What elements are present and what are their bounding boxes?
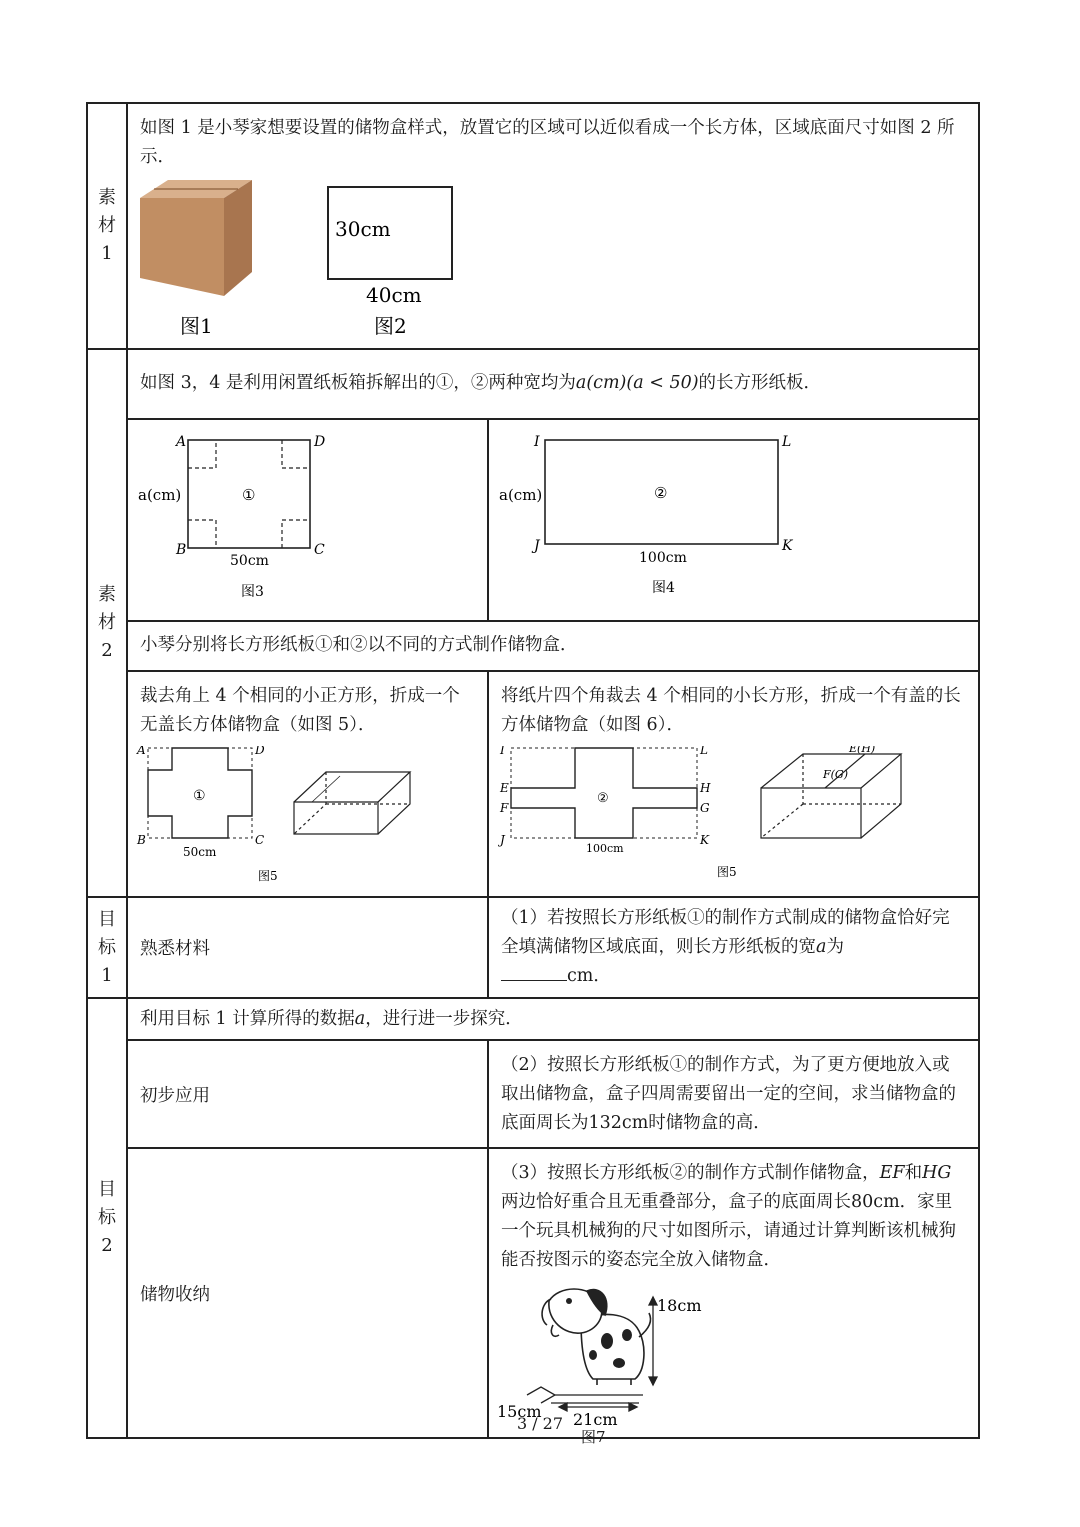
- goal-1-question-end: 为: [826, 937, 844, 957]
- fig5-label-C: C: [255, 833, 265, 847]
- fig6-label-J: J: [500, 833, 505, 847]
- goal-1-label: [87, 897, 127, 998]
- fig2-height: 30cm: [335, 217, 391, 241]
- goal-2-intro-row: [87, 998, 979, 1040]
- fig4-label-J: J: [534, 538, 540, 554]
- fig5-mark: ①: [193, 788, 206, 804]
- fig4-mark: ②: [654, 484, 668, 502]
- fig3: [128, 420, 486, 610]
- goal-2-label: [87, 998, 127, 1438]
- fig6-label-F: F: [500, 801, 509, 815]
- fig6-label-K: K: [700, 833, 709, 847]
- robot-dog-icon: [542, 1289, 650, 1385]
- fig6-caption: 图5: [717, 865, 737, 879]
- method2-text: 将纸片四个角裁去 4 个相同的小长方形，折成一个有盖的长方体储物盒（如图 6）．: [501, 686, 961, 735]
- page-number: 3 / 27: [516, 1414, 564, 1433]
- label-char: 材: [98, 612, 116, 633]
- fig4-caption: 图4: [652, 580, 675, 596]
- goal-1-row: [87, 897, 979, 998]
- goal-2-name1-cell: [127, 1040, 488, 1148]
- fig2-caption: 图2: [374, 314, 407, 338]
- material-2-intro-row: [87, 349, 979, 419]
- goal-1-name-cell: [127, 897, 488, 998]
- label-char: 材: [98, 215, 116, 236]
- goal-2-var: a: [354, 1008, 366, 1029]
- fig4-side: a(cm): [499, 486, 543, 504]
- label-char: 1: [101, 964, 113, 986]
- goal-2-name1: 初步应用: [140, 1085, 210, 1106]
- figures-1-2: [128, 178, 978, 348]
- fig6-label-G: G: [700, 801, 710, 815]
- label-char: 素: [98, 187, 116, 208]
- open-box-icon: [294, 772, 410, 834]
- method2-cell: [488, 671, 979, 897]
- goal-2-q3: （3）按照长方形纸板②的制作方式制作储物盒，: [501, 1163, 880, 1183]
- goal-2-q3-HG: HG: [922, 1163, 952, 1183]
- fig3-caption: 图3: [241, 584, 264, 600]
- goal-1-question-cell: [488, 897, 979, 998]
- goal-2-q3-row: [87, 1148, 979, 1438]
- fig6-label-L: L: [700, 746, 708, 757]
- fig6-label-I: I: [500, 746, 505, 757]
- goal-2-q3-end: 两边恰好重合且无重叠部分，盒子的底面周长80cm．家里一个玩具机械狗的尺寸如图所示，请通过计算判断该机械狗能否按图示的姿态完全放入储物盒．: [501, 1192, 956, 1270]
- method1-cell: [127, 671, 488, 897]
- cardboard-box-icon: [140, 180, 252, 296]
- label-char: 2: [101, 1235, 113, 1256]
- fig7-depth: 15cm: [497, 1402, 542, 1421]
- method1-text: 裁去角上 4 个相同的小正方形，折成一个无盖长方体储物盒（如图 5）．: [140, 686, 460, 735]
- label-char: 2: [101, 640, 113, 661]
- goal-1-var: a: [816, 937, 827, 957]
- label-char: 素: [98, 584, 116, 605]
- label-char: 目: [98, 908, 116, 930]
- fig7-width: 21cm: [573, 1410, 618, 1427]
- fig7-caption: 图7: [581, 1428, 606, 1446]
- fig7-height: 18cm: [657, 1296, 702, 1315]
- fig3-mark: ①: [242, 486, 256, 504]
- material-2-text-end: 的长方形纸板．: [698, 372, 822, 393]
- fig6-mark: ②: [597, 791, 609, 806]
- fig5-label-B: B: [137, 833, 146, 847]
- fig1-caption: 图1: [180, 314, 213, 338]
- answer-blank[interactable]: [501, 962, 567, 981]
- fig3-cell: [127, 419, 488, 621]
- fig6-label-EH: E(H): [849, 746, 876, 755]
- fig4: [489, 420, 977, 610]
- fig4-label-I: I: [534, 434, 540, 450]
- fig3-side: a(cm): [138, 486, 182, 504]
- fig3-bottom: 50cm: [230, 553, 269, 569]
- fig5-caption: 图5: [258, 869, 278, 883]
- material-2-text2-cell: [127, 621, 979, 671]
- fig3-label-D: D: [314, 434, 326, 450]
- label-char: 标: [98, 1207, 116, 1228]
- goal-2-name2-cell: [127, 1148, 488, 1438]
- fig6: [489, 746, 977, 886]
- goal-1-question: （1）若按照长方形纸板①的制作方式制成的储物盒恰好完全填满储物区域底面，则长方形纸板的宽: [501, 908, 950, 957]
- fig3-label-A: A: [176, 434, 187, 450]
- material-1-label: [87, 103, 127, 349]
- material-2-text: 如图 3，4 是利用闲置纸板箱拆解出的①，②两种宽均为: [140, 372, 576, 393]
- fig3-label-B: B: [176, 542, 187, 558]
- material-2-formula: a(cm)(a < 50): [575, 372, 699, 393]
- goal-2-q3-cell: [488, 1148, 979, 1446]
- fig5-label-D: D: [255, 746, 265, 757]
- goal-2-name2: 储物收纳: [140, 1284, 210, 1305]
- figures-3-4-row: [87, 419, 979, 621]
- goal-2-q2-row: [87, 1040, 979, 1148]
- goal-2-q2: （2）按照长方形纸板①的制作方式，为了更方便地放入或取出储物盒，盒子四周需要留出一定的空间，求当储物盒的底面周长为132cm时储物盒的高．: [501, 1055, 956, 1133]
- methods-row: [87, 671, 979, 897]
- fig6-bottom: 100cm: [586, 842, 624, 855]
- material-2-text2-row: [87, 621, 979, 671]
- fig6-label-H: H: [700, 781, 711, 795]
- worksheet-table: [86, 102, 980, 1446]
- label-char: 目: [98, 1179, 116, 1200]
- fig3-label-C: C: [314, 542, 325, 558]
- lidded-box-icon: [761, 754, 901, 838]
- box-figures: [128, 178, 978, 348]
- fig5-bottom: 50cm: [183, 845, 217, 859]
- fig2-width: 40cm: [366, 283, 422, 307]
- goal-2-intro-cell: [127, 998, 979, 1040]
- goal-1-name: 熟悉材料: [140, 939, 210, 959]
- fig6-label-E: E: [500, 781, 509, 795]
- label-char: 标: [98, 936, 116, 958]
- goal-2-q3-and: 和: [904, 1163, 923, 1183]
- fig5: [128, 746, 486, 886]
- material-1-row: [87, 103, 979, 349]
- fig6-label-FG: F(G): [823, 768, 849, 781]
- material-1-content: [127, 103, 979, 349]
- material-2-intro: [127, 349, 979, 419]
- label-char: 1: [101, 243, 113, 264]
- fig4-label-L: L: [782, 434, 792, 450]
- fig4-label-K: K: [782, 538, 793, 554]
- goal-1-unit: cm．: [567, 966, 611, 986]
- goal-2-intro-end: ，进行进一步探究．: [365, 1008, 523, 1029]
- goal-2-q3-EF: EF: [879, 1163, 905, 1183]
- goal-2-intro: 利用目标 1 计算所得的数据: [140, 1008, 355, 1029]
- fig7: [489, 1281, 977, 1427]
- fig4-cell: [488, 419, 979, 621]
- material-1-text: 如图 1 是小琴家想要设置的储物盒样式，放置它的区域可以近似看成一个长方体，区域底面尺寸如图 2 所示．: [140, 118, 955, 167]
- material-2-text2: 小琴分别将长方形纸板①和②以不同的方式制作储物盒．: [140, 634, 578, 655]
- goal-2-q2-cell: [488, 1040, 979, 1148]
- fig4-bottom: 100cm: [639, 550, 687, 566]
- material-2-label: [87, 349, 127, 897]
- fig5-label-A: A: [137, 746, 146, 757]
